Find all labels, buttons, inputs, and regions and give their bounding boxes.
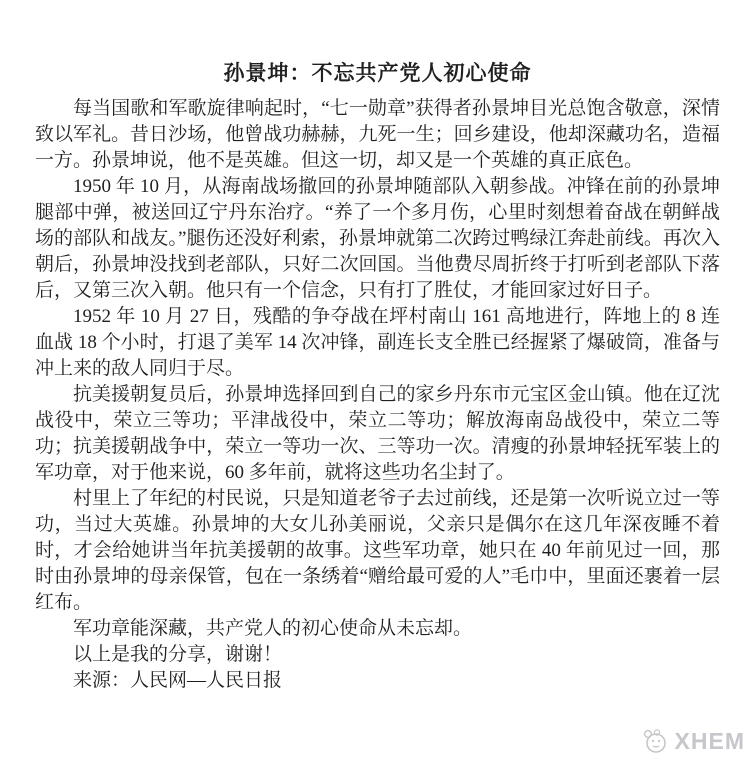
- watermark: [640, 727, 745, 755]
- article-paragraph-1: 每当国歌和军歌旋律响起时，“七一勋章”获得者孙景坤目光总饱含敬意，深情致以军礼。昔日沙场，他曾战功赫赫，九死一生；回乡建设，他却深藏功名，造福一方。孙景坤说，他不是英雄。但这一切，却又是一个英雄的真正底色。: [35, 98, 720, 171]
- article-body: [35, 96, 720, 694]
- article-paragraph-6: 军功章能深藏，共产党人的初心使命从未忘却。: [73, 618, 473, 639]
- article-paragraph-4: 抗美援朝复员后，孙景坤选择回到自己的家乡丹东市元宝区金山镇。他在辽沈战役中，荣立三等功；平津战役中，荣立二等功；解放海南岛战役中，荣立二等功；抗美援朝战争中，荣立一等功一次、三等功一次。清瘦的孙景坤轻抚军装上的军功章，对于他来说，60 多年前，就将这些功名尘封了。: [35, 384, 720, 483]
- article-title: [35, 58, 720, 88]
- article-paragraph-7: 以上是我的分享，谢谢！: [73, 644, 283, 665]
- article-paragraph-5: 村里上了年纪的村民说，只是知道老爷子去过前线，还是第一次听说立过一等功，当过大英雄。孙景坤的大女儿孙美丽说，父亲只是偶尔在这几年深夜睡不着时，才会给她讲当年抗美援朝的故事。这些军功章，她只在 40 年前见过一回，那时由孙景坤的母亲保管，包在一条绣着“赠给最可爱的人”毛巾中，里面还裹着一层红布。: [35, 488, 720, 613]
- article-paragraph-2: 1950 年 10 月，从海南战场撤回的孙景坤随部队入朝参战。冲锋在前的孙景坤腿部中弹，被送回辽宁丹东治疗。“养了一个多月伤，心里时刻想着奋战在朝鲜战场的部队和战友。”腿伤还没好利索，孙景坤就第二次跨过鸭绿江奔赴前线。再次入朝后，孙景坤没找到老部队，只好二次回国。当他费尽周折终于打听到老部队下落后，又第三次入朝。他只有一个信念，只有打了胜仗，才能回家过好日子。: [35, 176, 720, 301]
- article-title-text: 孙景坤：不忘共产党人初心使命: [223, 61, 532, 85]
- watermark-label: XHEM: [674, 727, 745, 754]
- xhem-logo-icon: [640, 727, 670, 755]
- source-line: 来源：人民网—人民日报: [73, 670, 283, 691]
- article-paragraph-3: 1952 年 10 月 27 日，残酷的争夺战在坪村南山 161 高地进行，阵地上的 8 连血战 18 个小时，打退了美军 14 次冲锋，副连长支全胜已经握紧了爆破筒，准备与冲上来的敌人同归于尽。: [35, 306, 720, 379]
